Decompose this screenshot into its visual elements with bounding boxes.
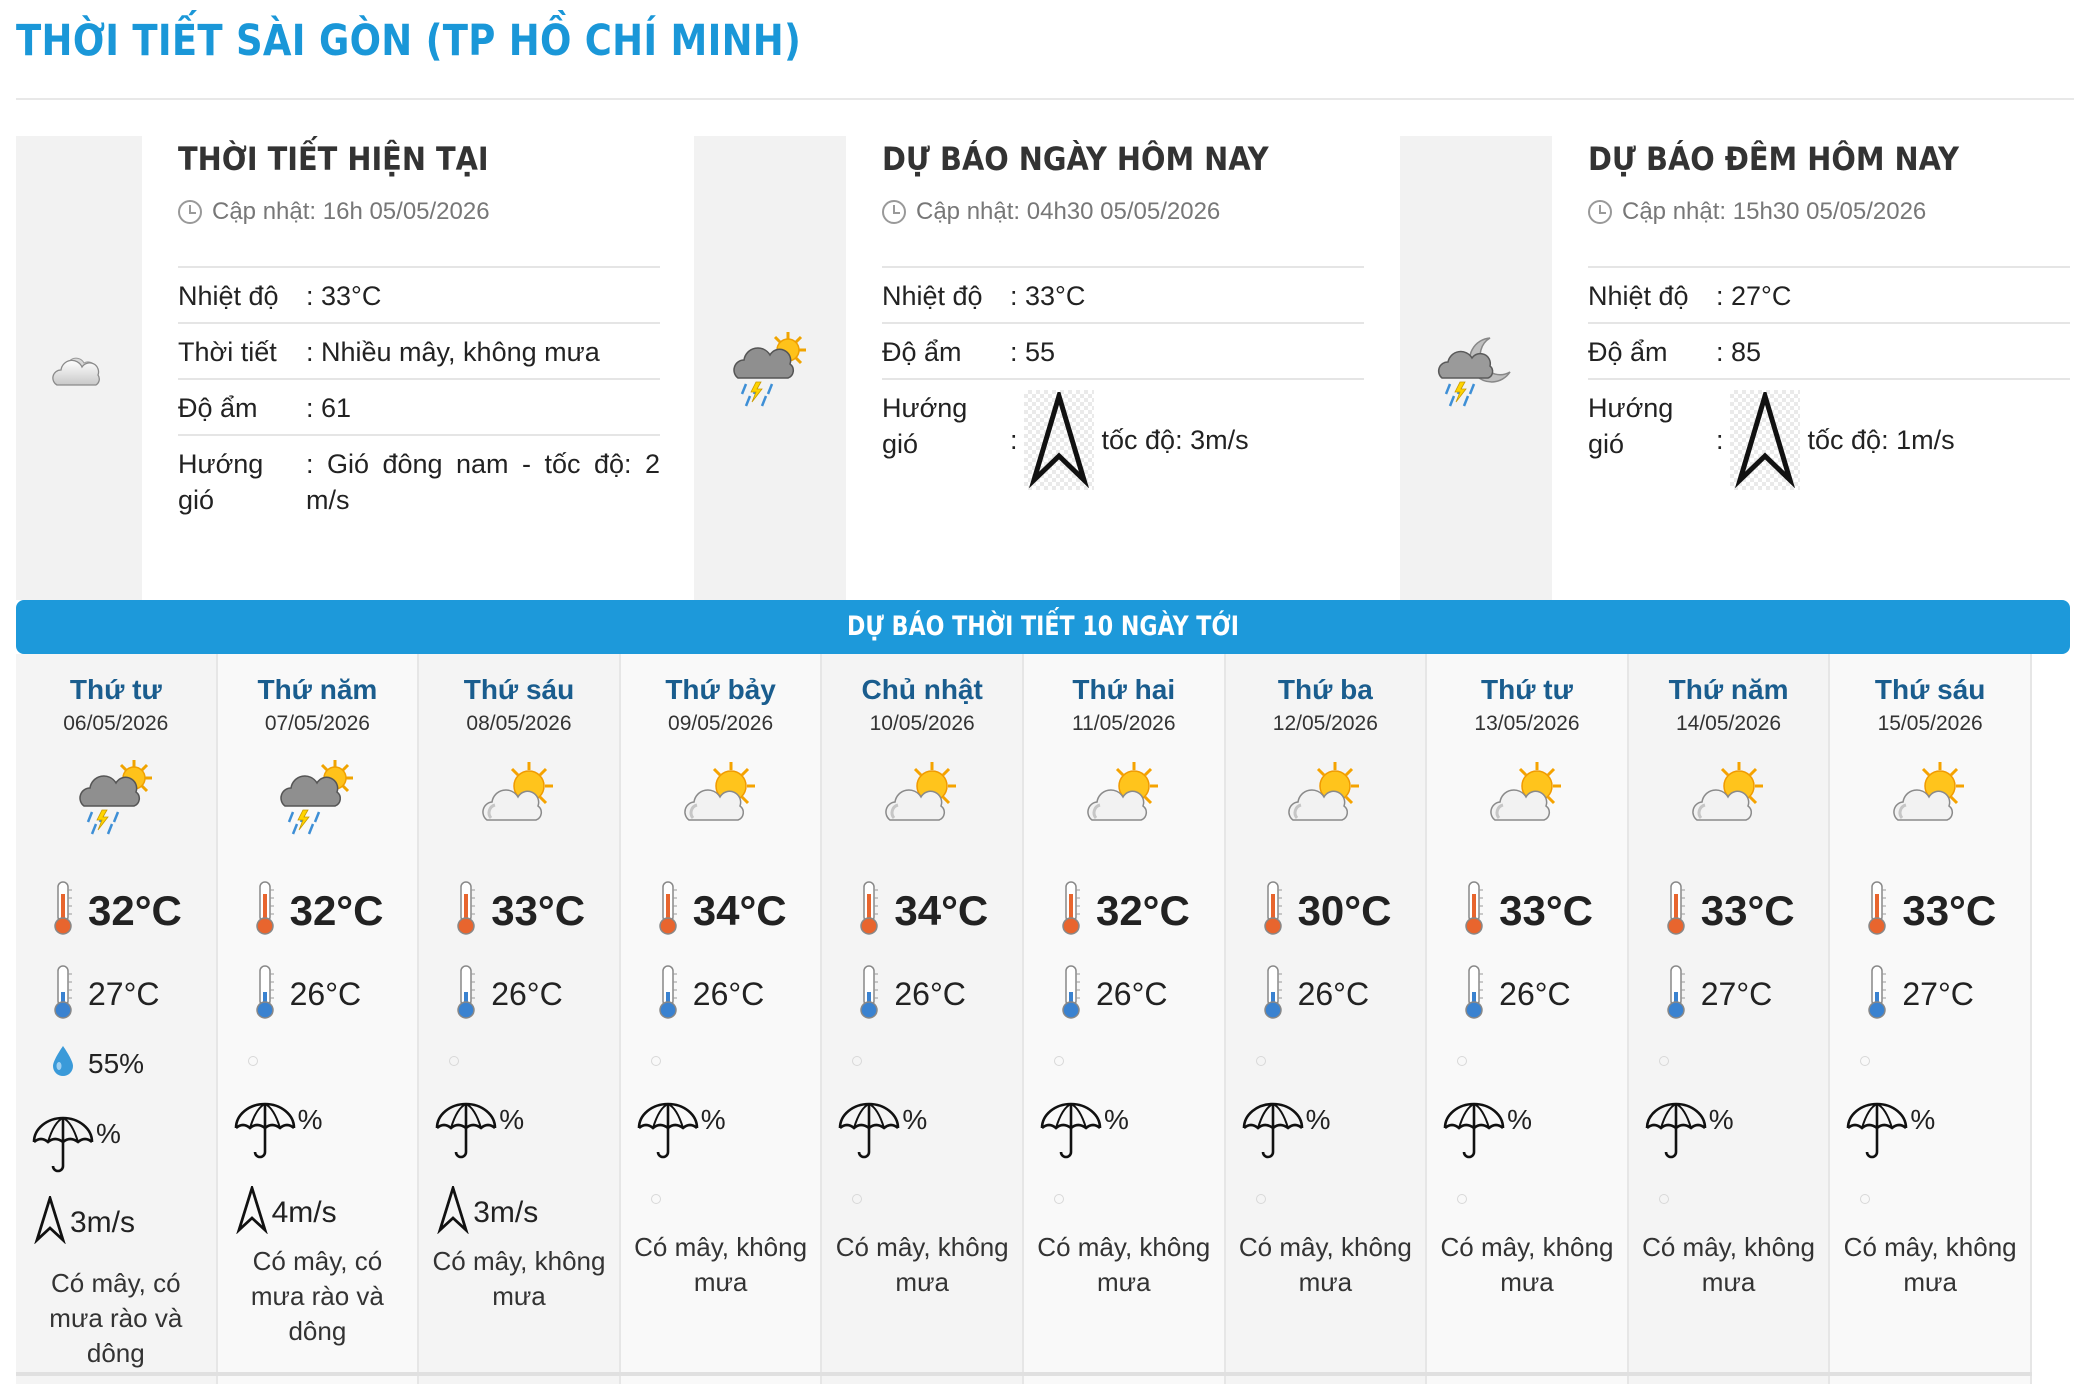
thermometer-hot-icon [657,880,679,941]
rain-chance [30,1112,121,1183]
partly-cloudy-icon [477,754,561,838]
high-temperature-value: 32°C [289,886,384,934]
row-label: Độ ẩm [882,337,962,367]
empty-humidity-dot [1054,1056,1064,1066]
weather-description: Có mây, không mưa [1037,1232,1211,1297]
row-value: : 27°C [1716,281,1792,311]
today-forecast-card [694,136,1364,600]
umbrella-icon [1643,1098,1709,1169]
day-name: Thứ năm [1668,674,1789,705]
thermometer-cold-icon [858,964,880,1025]
day-date: 06/05/2026 [63,712,169,735]
low-temperature [52,964,160,1025]
high-temperature [858,880,988,941]
wind-speed [236,1186,337,1239]
high-temperature-value: 33°C [1700,886,1795,934]
row-temperature [882,268,1364,324]
wind-direction-icon [34,1196,66,1249]
weather-description: Có mây, không mưa [1440,1232,1614,1297]
current-weather-icon-panel [16,136,142,600]
high-temperature [455,880,585,941]
row-value: : Nhiều mây, không mưa [306,337,600,367]
row-temperature [178,268,660,324]
wind-direction-icon [1730,390,1800,490]
high-temperature [1665,880,1795,941]
today-forecast-table [882,266,1364,498]
umbrella-icon [1038,1098,1104,1169]
rain-chance [1441,1098,1532,1169]
thermometer-cold-icon [657,964,679,1025]
rain-chance-value: % [1507,1104,1533,1135]
day-name: Thứ sáu [1874,674,1986,705]
row-value: : 55 [1010,337,1056,367]
low-temperature [1866,964,1974,1025]
weather-description: Có mây, không mưa [835,1232,1009,1297]
clock-icon [882,200,906,224]
humidity-value: 55% [88,1047,145,1079]
rain-chance [1844,1098,1935,1169]
empty-wind-dot [1860,1194,1870,1204]
thermometer-hot-icon [1866,880,1888,941]
thermometer-cold-icon [254,964,276,1025]
row-temperature [1588,268,2070,324]
high-temperature-value: 34°C [692,886,787,934]
day-date: 08/05/2026 [466,712,572,735]
umbrella-icon [1441,1098,1507,1169]
thermometer-cold-icon [1866,964,1888,1025]
empty-humidity-dot [651,1056,661,1066]
row-value: : 33°C [306,281,382,311]
partly-cloudy-icon [1888,754,1972,838]
wind-speed [437,1186,538,1239]
row-value: : 33°C [1010,281,1086,311]
rain-chance [1038,1098,1129,1169]
low-temperature-value: 27°C [1902,976,1974,1012]
wind-speed-text: tốc độ: 3m/s [1101,425,1249,455]
day-name: Thứ ba [1277,674,1373,705]
empty-humidity-dot [1659,1056,1669,1066]
row-value [1716,390,2070,490]
partly-cloudy-icon [1485,754,1569,838]
thermometer-cold-icon [1463,964,1485,1025]
today-forecast-icon-panel [694,136,846,600]
row-colon: : [1010,425,1018,455]
weather-description: Có mây, có mưa rào và dông [250,1246,384,1346]
row-colon: : [1716,425,1724,455]
day-date: 12/05/2026 [1272,712,1378,735]
day-date: 09/05/2026 [668,712,774,735]
thermometer-cold-icon [52,964,74,1025]
umbrella-icon [30,1112,96,1183]
empty-humidity-dot [852,1056,862,1066]
rain-chance [232,1098,323,1169]
thermometer-cold-icon [1060,964,1082,1025]
empty-humidity-dot [1457,1056,1467,1066]
rain-chance [635,1098,726,1169]
weather-description: Có mây, không mưa [432,1246,606,1311]
current-weather-updated [178,198,490,226]
empty-wind-dot [1054,1194,1064,1204]
forecast-day [1427,654,1629,1384]
day-name: Chủ nhật [861,674,983,705]
weather-description: Có mây, không mưa [1642,1232,1816,1297]
low-temperature-value: 27°C [1700,976,1773,1012]
tonight-forecast-card [1400,136,2074,600]
page-title: THỜI TIẾT SÀI GÒN (TP HỒ CHÍ MINH) [16,16,802,66]
day-name: Thứ sáu [463,674,575,705]
day-name: Thứ hai [1072,674,1176,705]
rain-chance-value: % [1910,1104,1936,1135]
high-temperature-value: 33°C [491,886,586,934]
empty-humidity-dot [449,1056,459,1066]
empty-wind-dot [1457,1194,1467,1204]
tonight-forecast-title: DỰ BÁO ĐÊM HÔM NAY [1588,140,1959,178]
title-divider [16,98,2074,100]
low-temperature-value: 26°C [894,976,966,1012]
row-humidity [178,380,660,436]
forecast-day [218,654,420,1384]
weather-description: Có mây, không mưa [1843,1232,2017,1297]
rain-chance [433,1098,524,1169]
current-weather-table [178,266,660,526]
low-temperature-value: 26°C [289,976,362,1012]
day-date: 14/05/2026 [1675,712,1782,735]
updated-text: Cập nhật: 04h30 05/05/2026 [916,198,1221,225]
day-date: 07/05/2026 [264,712,370,735]
rain-chance-value: % [499,1104,525,1135]
high-temperature-value: 32°C [1095,886,1190,934]
current-weather-card [16,136,660,600]
partly-cloudy-icon [880,754,964,838]
forecast-day [1226,654,1428,1384]
sun-thunderstorm-icon [74,754,158,838]
low-temperature [1463,964,1571,1025]
rain-chance-value: % [1103,1104,1129,1135]
empty-humidity-dot [1860,1056,1870,1066]
tonight-forecast-updated [1588,198,1926,226]
rain-chance-value: % [96,1118,121,1149]
tonight-forecast-icon-panel [1400,136,1552,600]
rain-chance-value: % [902,1104,928,1135]
ten-day-forecast-title: DỰ BÁO THỜI TIẾT 10 NGÀY TỚI [847,611,1239,642]
wind-speed-value: 3m/s [70,1205,136,1239]
thermometer-cold-icon [1665,964,1687,1025]
updated-text: Cập nhật: 15h30 05/05/2026 [1622,198,1927,225]
high-temperature-value: 33°C [1499,886,1593,934]
row-condition [178,324,660,380]
clock-icon [1588,200,1612,224]
row-wind [1588,380,2070,498]
thermometer-cold-icon [1262,964,1284,1025]
moon-thunderstorm-icon [1434,326,1518,410]
low-temperature [1262,964,1370,1025]
row-label: Nhiệt độ [882,281,983,311]
rain-chance [1240,1098,1331,1169]
updated-text: Cập nhật: 16h 05/05/2026 [212,198,490,225]
empty-humidity-dot [1256,1056,1266,1066]
high-temperature [254,880,384,941]
rain-chance-value: % [297,1104,323,1135]
low-temperature [1665,964,1773,1025]
weather-description: Có mây, không mưa [634,1232,808,1297]
high-temperature-value: 34°C [894,886,989,934]
humidity [50,1044,144,1083]
low-temperature [858,964,966,1025]
day-date: 10/05/2026 [869,712,975,735]
rain-chance-value: % [700,1104,726,1135]
empty-wind-dot [1659,1194,1669,1204]
day-name: Thứ tư [69,674,162,705]
thermometer-hot-icon [1262,880,1284,941]
partly-cloudy-icon [1082,754,1166,838]
thermometer-cold-icon [455,964,477,1025]
wind-speed-value: 3m/s [473,1195,539,1229]
rain-chance [1643,1098,1734,1169]
wind-speed [34,1196,135,1249]
thermometer-hot-icon [455,880,477,941]
row-label: Hướng gió [1588,393,1674,459]
rain-chance-value: % [1708,1104,1734,1135]
low-temperature-value: 26°C [491,976,563,1012]
high-temperature-value: 33°C [1902,886,1997,934]
row-value: : 61 [306,393,352,423]
row-label: Hướng gió [178,449,264,515]
thermometer-hot-icon [1463,880,1485,941]
thermometer-hot-icon [1665,880,1687,941]
low-temperature-value: 26°C [1499,976,1571,1012]
low-temperature-value: 27°C [88,976,160,1012]
umbrella-icon [433,1098,499,1169]
row-label: Nhiệt độ [1588,281,1689,311]
thermometer-hot-icon [52,880,74,941]
high-temperature [657,880,787,941]
low-temperature [657,964,765,1025]
tonight-forecast-table [1588,266,2070,498]
row-wind [882,380,1364,498]
today-forecast-updated [882,198,1220,226]
high-temperature-value: 30°C [1297,886,1392,934]
row-label: Độ ẩm [178,393,258,423]
forecast-day [621,654,823,1384]
empty-wind-dot [1256,1194,1266,1204]
partly-cloudy-icon [1687,754,1771,838]
row-value [1010,390,1364,490]
low-temperature [254,964,362,1025]
bottom-divider [16,1372,2032,1376]
row-label: Thời tiết [178,337,277,367]
high-temperature [1463,880,1593,941]
partly-cloudy-icon [1283,754,1367,838]
empty-wind-dot [651,1194,661,1204]
high-temperature [1060,880,1190,941]
forecast-day [822,654,1024,1384]
rain-chance-value: % [1305,1104,1331,1135]
day-date: 11/05/2026 [1071,712,1176,735]
umbrella-icon [635,1098,701,1169]
rain-chance [836,1098,927,1169]
water-drop-icon [50,1044,76,1083]
row-wind [178,436,660,526]
high-temperature-value: 32°C [88,886,182,934]
empty-humidity-dot [248,1056,258,1066]
row-value: : 85 [1716,337,1762,367]
day-name: Thứ tư [1481,674,1573,705]
forecast-day [16,654,218,1384]
wind-speed-text: tốc độ: 1m/s [1807,425,1955,455]
sun-thunderstorm-icon [275,754,359,838]
forecast-day [1629,654,1831,1384]
low-temperature-value: 26°C [1095,976,1168,1012]
thermometer-hot-icon [858,880,880,941]
clock-icon [178,200,202,224]
low-temperature-value: 26°C [692,976,765,1012]
weather-description: Có mây, không mưa [1238,1232,1412,1297]
wind-direction-icon [1024,390,1094,490]
day-name: Thứ năm [257,674,378,705]
ten-day-forecast-header [16,600,2070,654]
today-forecast-title: DỰ BÁO NGÀY HÔM NAY [882,140,1269,178]
weather-description: Có mây, có mưa rào và dông [49,1268,183,1368]
high-temperature [1866,880,1996,941]
umbrella-icon [836,1098,902,1169]
row-humidity [1588,324,2070,380]
partly-cloudy-icon [679,754,763,838]
row-value: : Gió đông nam - tốc độ: 2 m/s [306,449,660,515]
high-temperature [52,880,182,941]
day-name: Thứ bảy [665,674,776,705]
sun-thunderstorm-icon [728,326,812,410]
day-date: 15/05/2026 [1877,712,1983,735]
row-label: Độ ẩm [1588,337,1668,367]
wind-speed-value: 4m/s [271,1195,337,1229]
current-weather-title: THỜI TIẾT HIỆN TẠI [178,140,489,178]
low-temperature [1060,964,1168,1025]
cloudy-icon [49,343,109,393]
ten-day-forecast-grid [16,654,2032,1384]
forecast-day [1024,654,1226,1384]
row-label: Hướng gió [882,393,968,459]
row-humidity [882,324,1364,380]
wind-direction-icon [437,1186,469,1239]
umbrella-icon [1844,1098,1910,1169]
umbrella-icon [1240,1098,1306,1169]
row-label: Nhiệt độ [178,281,279,311]
empty-wind-dot [852,1194,862,1204]
high-temperature [1262,880,1392,941]
forecast-day [419,654,621,1384]
umbrella-icon [232,1098,298,1169]
day-date: 13/05/2026 [1474,712,1580,735]
thermometer-hot-icon [254,880,276,941]
low-temperature [455,964,563,1025]
wind-direction-icon [236,1186,268,1239]
forecast-day [1830,654,2032,1384]
low-temperature-value: 26°C [1297,976,1370,1012]
thermometer-hot-icon [1060,880,1082,941]
